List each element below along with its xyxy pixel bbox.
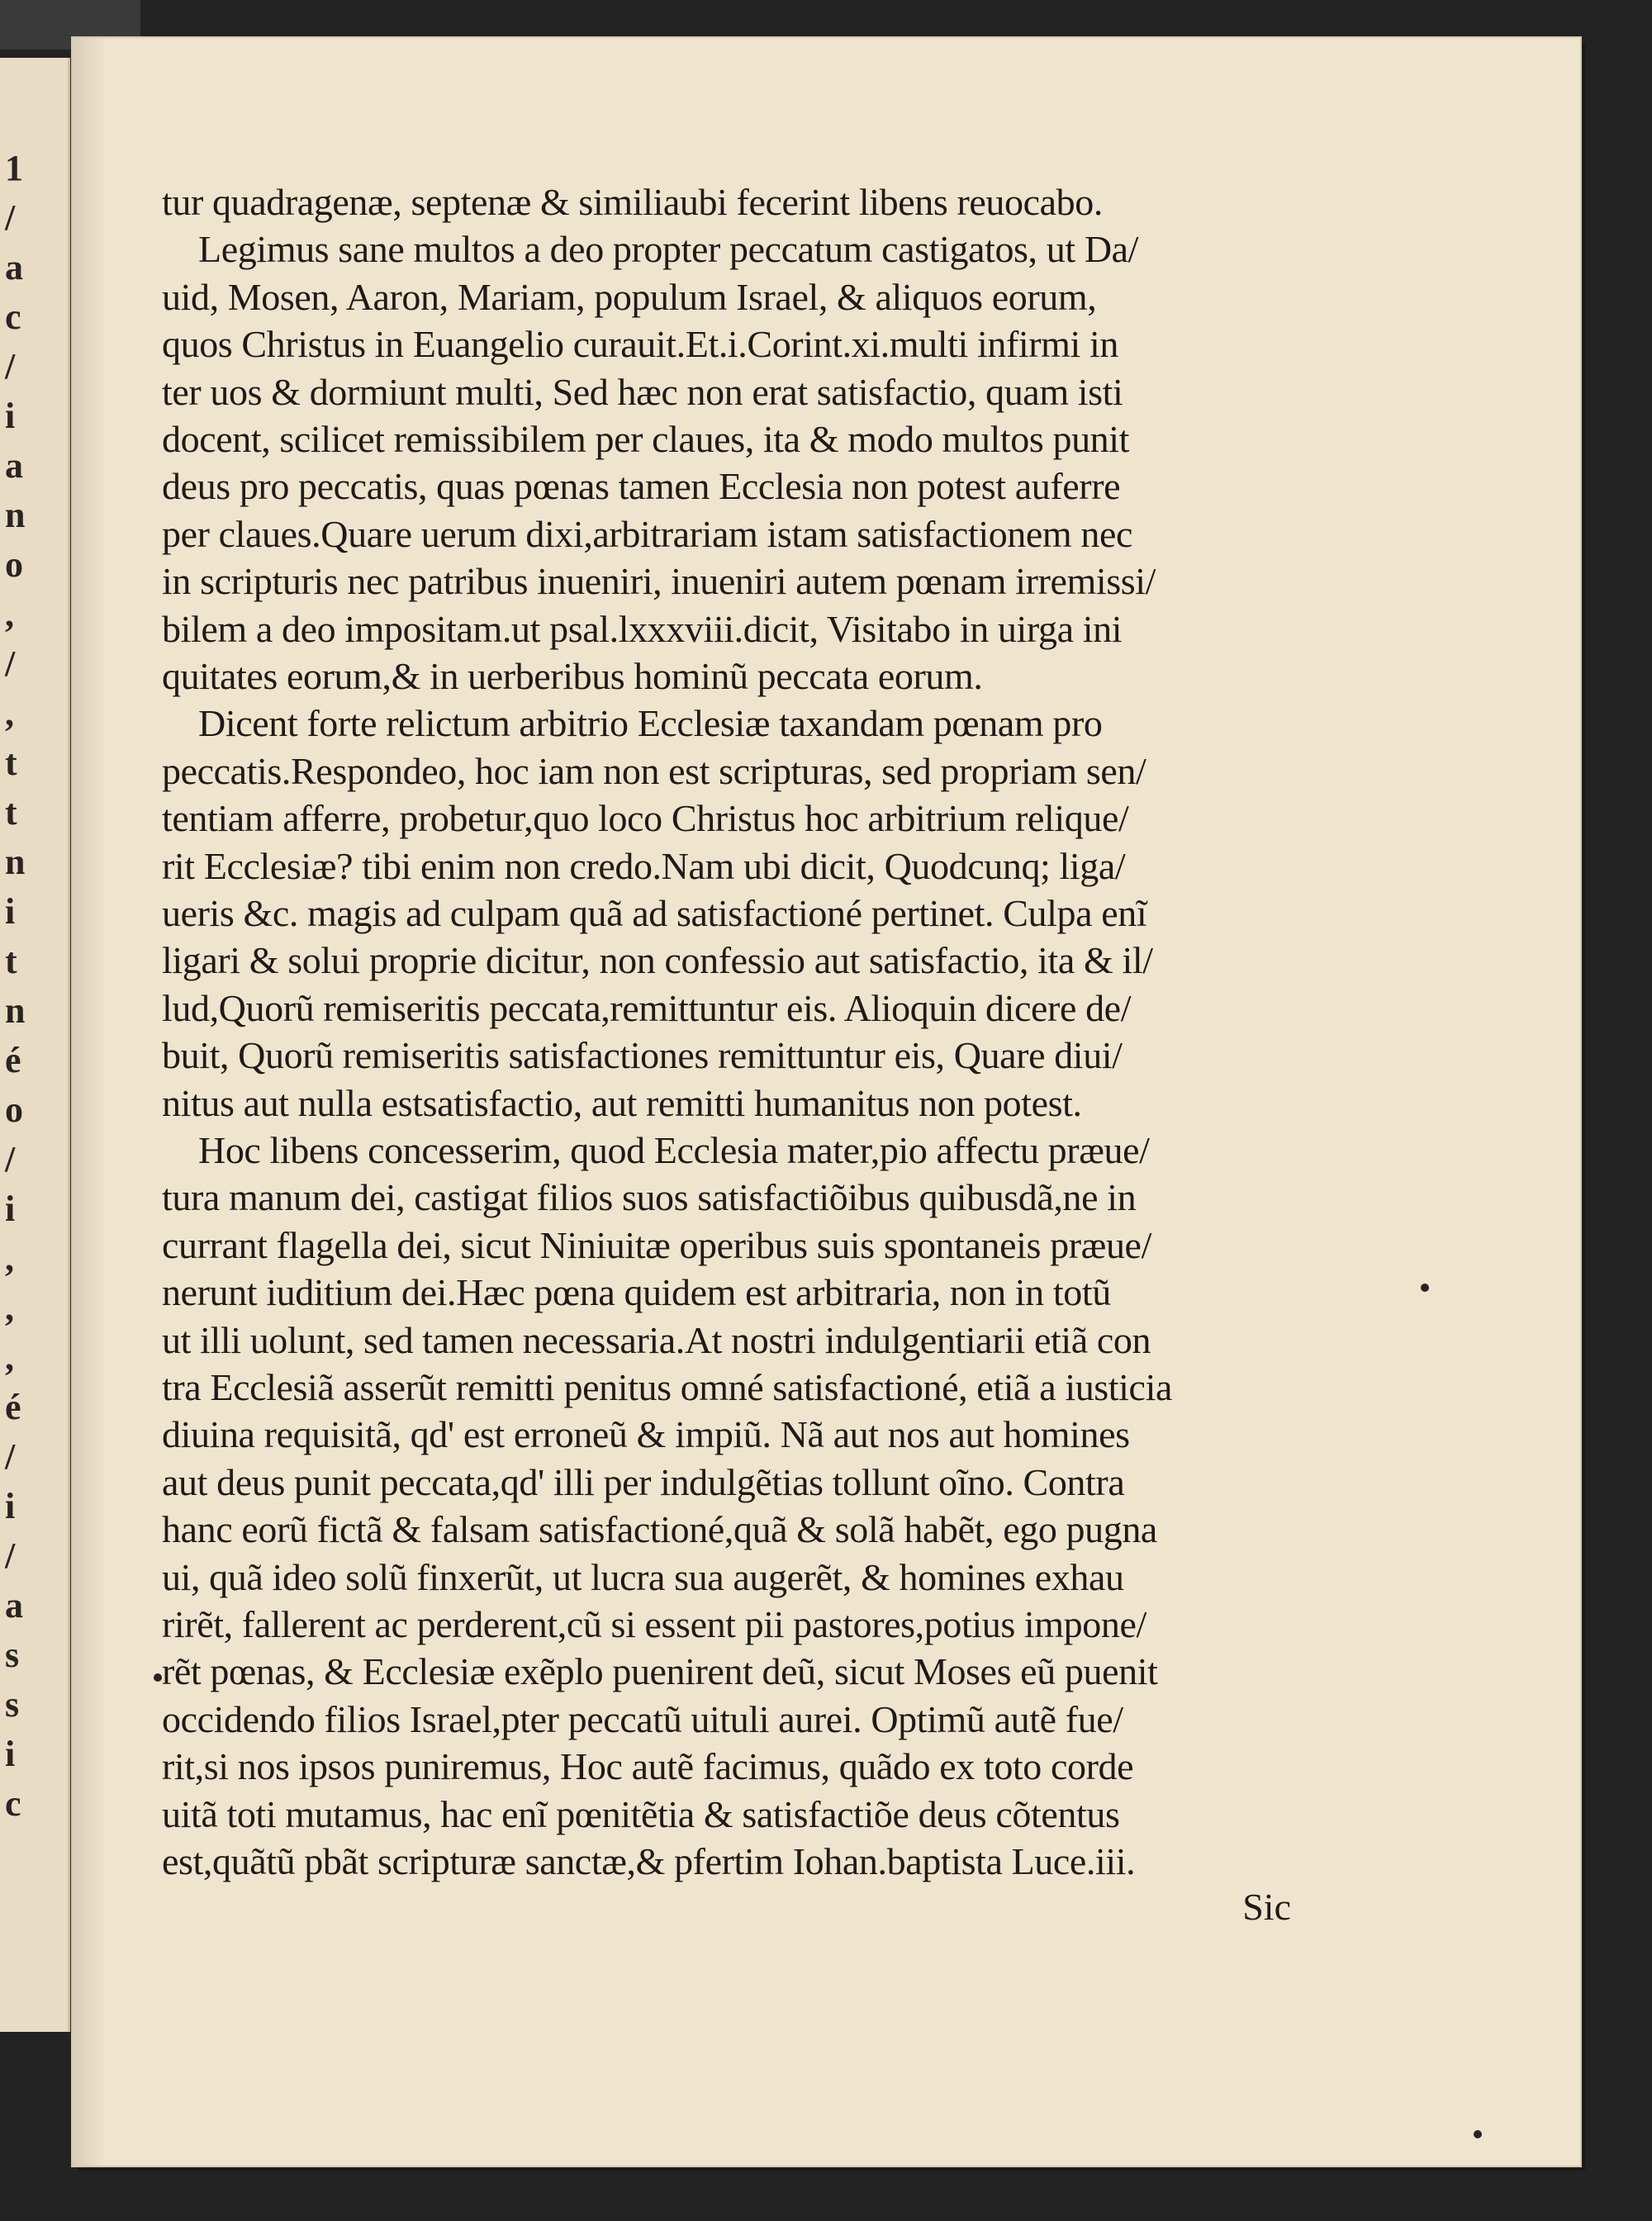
- text-line: bilem a deo impositam.ut psal.lxxxviii.dicit, Visitabo in uirga ini: [162, 608, 1123, 650]
- text-line: rirẽt, fallerent ac perderent,cũ si essent pii pastores,potius impone/: [162, 1603, 1146, 1645]
- text-line: lud,Quorũ remiseritis peccata,remittuntur eis. Alioquin dicere de/: [162, 987, 1132, 1029]
- facing-page-glyph: é: [5, 1040, 21, 1080]
- text-line: currant flagella dei, sicut Niniuitæ operibus suis spontaneis præue/: [162, 1224, 1151, 1266]
- facing-page-glyph: ,: [5, 1238, 14, 1279]
- facing-page-glyph: i: [5, 1734, 16, 1774]
- facing-page-glyph: /: [5, 197, 16, 238]
- text-line: tur quadragenæ, septenæ & similiaubi fecerint libens reuocabo.: [162, 181, 1103, 223]
- text-line: est,quãtũ pbãt scripturæ sanctæ,& pfertim Iohan.baptista Luce.iii.: [162, 1840, 1136, 1882]
- facing-page-glyph: n: [5, 495, 26, 535]
- text-line: ui, quã ideo solũ finxerũt, ut lucra sua augerẽt, & homines exhau: [162, 1556, 1124, 1598]
- facing-page-glyph: i: [5, 891, 16, 932]
- facing-page-glyph: t: [5, 792, 17, 833]
- text-line: ligari & solui proprie dicitur, non confessio aut satisfactio, ita & il/: [162, 939, 1153, 981]
- text-line: hanc eorũ fictã & falsam satisfactioné,quã & solã habẽt, ego pugna: [162, 1508, 1157, 1550]
- facing-page-glyph: t: [5, 941, 17, 981]
- facing-page-glyph: /: [5, 1535, 16, 1576]
- facing-page-glyph: c: [5, 1783, 21, 1824]
- facing-page-glyph: a: [5, 445, 23, 486]
- text-line: rit Ecclesiæ? tibi enim non credo.Nam ubi dicit, Quodcunq; liga/: [162, 845, 1126, 887]
- text-line: docent, scilicet remissibilem per claues, ita & modo multos punit: [162, 418, 1130, 460]
- facing-page-glyph: i: [5, 1486, 16, 1526]
- facing-page-glyph: é: [5, 1387, 21, 1427]
- text-line: diuina requisitã, qd' est erroneũ & impiũ. Nã aut nos aut homines: [162, 1413, 1130, 1455]
- facing-page-glyph: a: [5, 1585, 23, 1625]
- facing-page-glyph: /: [5, 1139, 16, 1179]
- facing-page-glyph: a: [5, 247, 23, 287]
- text-line: in scripturis nec patribus inueniri, inueniri autem pœnam irremissi/: [162, 560, 1156, 602]
- text-line: occidendo filios Israel,pter peccatũ uituli aurei. Optimũ autẽ fue/: [162, 1698, 1123, 1740]
- text-line: tentiam afferre, probetur,quo loco Christus hoc arbitrium relique/: [162, 797, 1129, 839]
- text-line: quos Christus in Euangelio curauit.Et.i.Corint.xi.multi infirmi in: [162, 323, 1119, 365]
- facing-page-glyph: /: [5, 643, 16, 684]
- facing-page-glyph: 1: [5, 148, 23, 188]
- text-line: Legimus sane multos a deo propter peccatum castigatos, ut Da/: [198, 228, 1139, 270]
- ink-speck: [154, 1673, 162, 1682]
- text-line: nitus aut nulla estsatisfactio, aut remitti humanitus non potest.: [162, 1082, 1082, 1124]
- facing-page-glyph: /: [5, 346, 16, 387]
- text-line: aut deus punit peccata,qd' illi per indulgẽtias tollunt oĩno. Contra: [162, 1461, 1125, 1503]
- facing-page-glyph: n: [5, 842, 26, 882]
- text-line: nerunt iuditium dei.Hæc pœna quidem est arbitraria, non in totũ: [162, 1271, 1111, 1313]
- facing-page-glyph: s: [5, 1635, 20, 1675]
- facing-page-glyph: ,: [5, 594, 14, 634]
- text-line: quitates eorum,& in uerberibus hominũ peccata eorum.: [162, 655, 983, 697]
- facing-page-glyph: o: [5, 1089, 23, 1130]
- text-line: ter uos & dormiunt multi, Sed hæc non erat satisfactio, quam isti: [162, 371, 1123, 413]
- facing-page-glyph: c: [5, 297, 21, 337]
- facing-page-glyph: ,: [5, 1288, 14, 1328]
- text-line: tra Ecclesiã asserũt remitti penitus omné satisfactioné, etiã a iusticia: [162, 1366, 1172, 1408]
- facing-page-glyph: s: [5, 1684, 20, 1725]
- book-page: [73, 38, 1580, 2166]
- facing-page-glyph: i: [5, 396, 16, 436]
- text-line: per claues.Quare uerum dixi,arbitrariam istam satisfactionem nec: [162, 513, 1133, 555]
- text-line: buit, Quorũ remiseritis satisfactiones remittuntur eis, Quare diui/: [162, 1034, 1123, 1076]
- ink-speck: [1421, 1284, 1429, 1292]
- text-line: uitã toti mutamus, hac enĩ pœnitẽtia & satisfactiõe deus cõtentus: [162, 1793, 1120, 1835]
- text-line: ut illi uolunt, sed tamen necessaria.At nostri indulgentiarii etiã con: [162, 1319, 1151, 1361]
- text-line: ueris &c. magis ad culpam quã ad satisfactioné pertinet. Culpa enĩ: [162, 892, 1147, 934]
- text-line: tura manum dei, castigat filios suos satisfactiõibus quibusdã,ne in: [162, 1176, 1137, 1218]
- text-line: Dicent forte relictum arbitrio Ecclesiæ taxandam pœnam pro: [198, 702, 1103, 744]
- facing-page-glyph: ,: [5, 693, 14, 733]
- facing-page-fragment: [0, 58, 70, 2032]
- ink-speck: [1474, 2130, 1482, 2138]
- text-line: rit,si nos ipsos puniremus, Hoc autẽ facimus, quãdo ex toto corde: [162, 1745, 1134, 1787]
- text-line: uid, Mosen, Aaron, Mariam, populum Israel, & aliquos eorum,: [162, 276, 1097, 318]
- catchword: Sic: [1242, 1886, 1291, 1928]
- facing-page-glyph: ,: [5, 1337, 14, 1378]
- facing-page-glyph: /: [5, 1436, 16, 1477]
- text-line: rẽt pœnas, & Ecclesiæ exẽplo puenirent deũ, sicut Moses eũ puenit: [162, 1650, 1158, 1692]
- facing-page-glyph: o: [5, 544, 23, 585]
- text-line: peccatis.Respondeo, hoc iam non est scripturas, sed propriam sen/: [162, 750, 1146, 792]
- facing-page-glyph: t: [5, 743, 17, 783]
- text-line: Hoc libens concesserim, quod Ecclesia mater,pio affectu præue/: [198, 1129, 1150, 1171]
- facing-page-glyph: n: [5, 990, 26, 1031]
- facing-page-glyph: i: [5, 1189, 16, 1229]
- text-line: deus pro peccatis, quas pœnas tamen Ecclesia non potest auferre: [162, 465, 1121, 507]
